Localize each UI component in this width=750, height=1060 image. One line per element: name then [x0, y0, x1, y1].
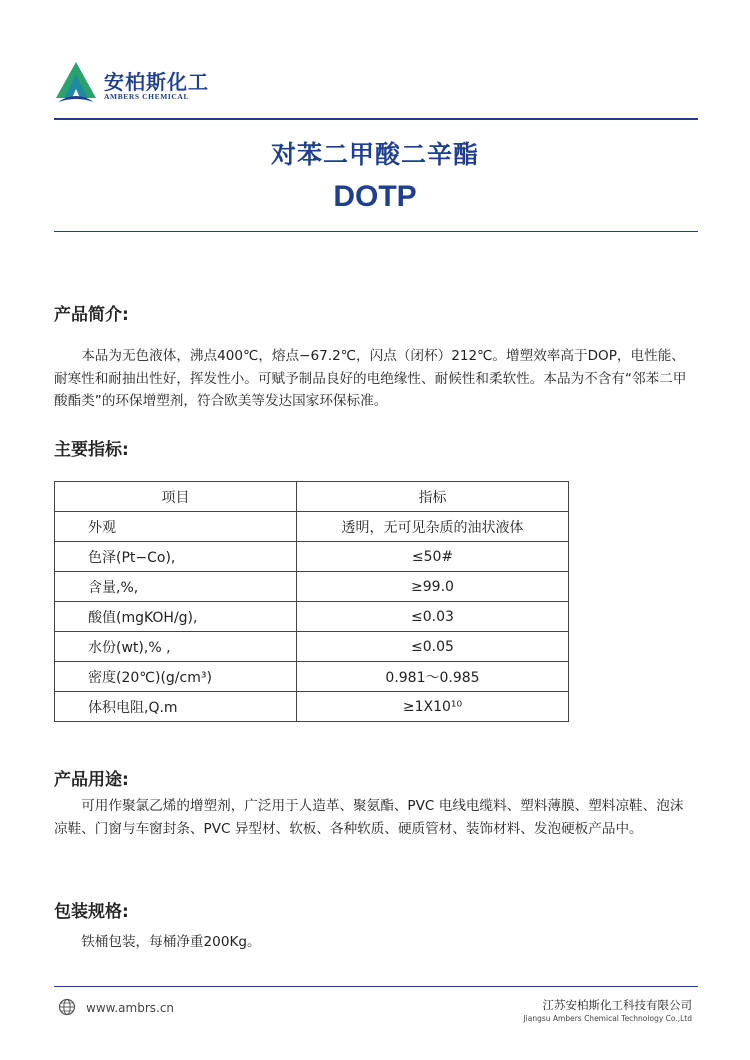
spec-value: ≥1X10¹⁰ [297, 692, 569, 722]
usage-heading: 产品用途: [54, 770, 129, 790]
table-row [55, 512, 569, 542]
footer-divider [54, 986, 698, 987]
spec-item: 体积电阻,Q.m [55, 692, 297, 722]
company-name-english: Jiangsu Ambers Chemical Technology Co.,Ltd [523, 1014, 692, 1023]
spec-item: 水份(wt),% , [55, 632, 297, 662]
spec-item: 含量,%, [55, 572, 297, 602]
product-title-chinese: 对苯二甲酸二辛酯 [270, 140, 479, 169]
spec-item: 色泽(Pt−Co), [55, 542, 297, 572]
globe-icon [58, 998, 76, 1020]
spec-value: ≤0.03 [297, 602, 569, 632]
spec-value: ≥99.0 [297, 572, 569, 602]
company-logo [54, 60, 224, 108]
spec-value: ≤50# [297, 542, 569, 572]
usage-paragraph: 可用作聚氯乙烯的增塑剂，广泛用于人造革、聚氨酯、PVC 电线电缆料、塑料薄膜、塑料凉鞋、泡沫凉鞋、门窗与车窗封条、PVC 异型材、软板、各种软质、硬质管材、装饰材料、发泡硬板产品中。 [54, 798, 684, 837]
product-title-english: DOTP [333, 180, 417, 213]
spec-value: ≤0.05 [297, 632, 569, 662]
table-row [55, 662, 569, 692]
table-row [55, 692, 569, 722]
table-header-row [55, 482, 569, 512]
intro-paragraph: 本品为无色液体，沸点400℃，熔点−67.2℃，闪点（闭杯）212℃。增塑效率高于DOP，电性能、耐寒性和耐抽出性好，挥发性小。可赋予制品良好的电绝缘性、耐候性和柔软性。本品为不含有“邻苯二甲酸酯类”的环保增塑剂，符合欧美等发达国家环保标准。 [54, 348, 687, 409]
spec-item: 酸值(mgKOH/g), [55, 602, 297, 632]
column-header-item: 项目 [55, 482, 297, 512]
specs-table [54, 481, 569, 722]
specs-heading: 主要指标: [54, 440, 129, 460]
ambers-logo-icon [54, 60, 98, 108]
website-link[interactable]: www.ambrs.cn [86, 1001, 175, 1015]
table-row [55, 602, 569, 632]
spec-value: 透明，无可见杂质的油状液体 [297, 512, 569, 542]
spec-item: 密度(20℃)(g/cm³) [55, 662, 297, 692]
packaging-heading: 包装规格: [54, 902, 129, 922]
logo-english-name: AMBERS CHEMICAL [104, 92, 190, 101]
table-row [55, 572, 569, 602]
logo-chinese-name: 安柏斯化工 [104, 70, 209, 94]
company-name-chinese: 江苏安柏斯化工科技有限公司 [542, 998, 692, 1012]
table-row [55, 632, 569, 662]
spec-item: 外观 [55, 512, 297, 542]
packaging-paragraph: 铁桶包装，每桶净重200Kg。 [81, 934, 261, 950]
table-row [55, 542, 569, 572]
header-divider [54, 118, 698, 120]
title-divider [54, 231, 698, 232]
spec-value: 0.981～0.985 [297, 662, 569, 692]
intro-heading: 产品简介: [54, 305, 129, 325]
column-header-value: 指标 [297, 482, 569, 512]
